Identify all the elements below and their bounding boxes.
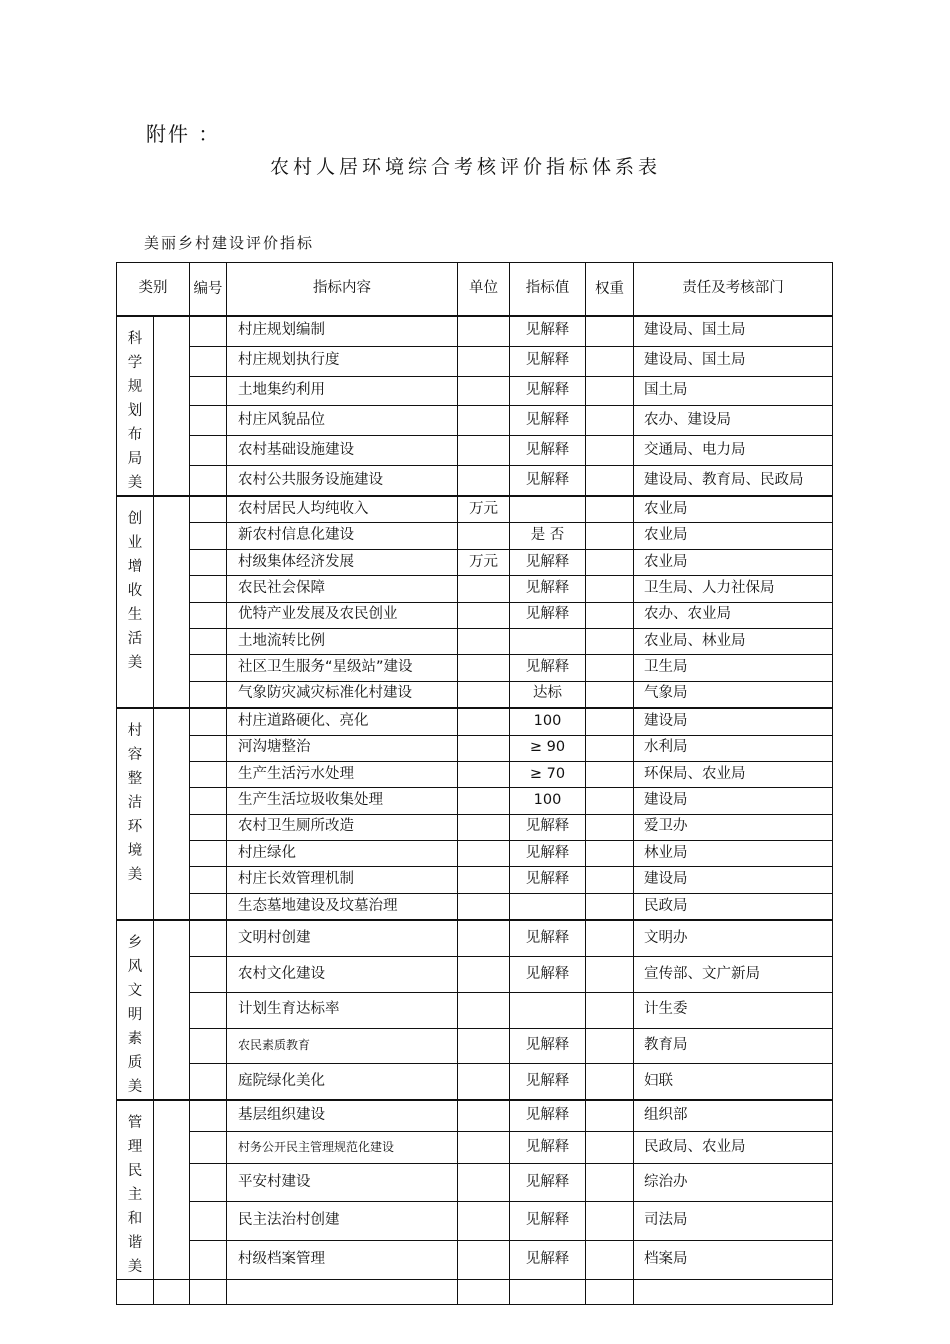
weight-cell xyxy=(586,436,634,466)
indicator-content-cell: 民主法治村创建 xyxy=(227,1202,458,1241)
value-cell: 见解释 xyxy=(510,957,586,993)
number-cell xyxy=(190,708,227,735)
table-row xyxy=(117,814,833,840)
value-cell: 100 xyxy=(510,708,586,735)
category-cell: 科 学 规 划 布 局 美 xyxy=(117,316,154,496)
weight-cell xyxy=(586,466,634,496)
dept-cell: 国土局 xyxy=(634,376,833,406)
indicator-content-cell: 河沟塘整治 xyxy=(227,735,458,761)
dept-cell: 气象局 xyxy=(634,681,833,708)
dept-cell: 建设局、教育局、民政局 xyxy=(634,466,833,496)
value-cell xyxy=(510,496,586,523)
indicator-content-cell: 优特产业发展及农民创业 xyxy=(227,602,458,628)
table-row xyxy=(117,1064,833,1100)
indicator-content-cell: 村庄规划编制 xyxy=(227,316,458,346)
col-header-number-text: 编号 xyxy=(193,280,223,297)
value-cell: 见解释 xyxy=(510,1064,586,1100)
table-row xyxy=(117,708,833,735)
unit-cell xyxy=(458,436,510,466)
dept-cell: 交通局、电力局 xyxy=(634,436,833,466)
empty-cell xyxy=(154,1280,190,1305)
value-cell: 见解释 xyxy=(510,1100,586,1132)
unit-cell xyxy=(458,1241,510,1280)
unit-cell xyxy=(458,735,510,761)
table-row xyxy=(117,436,833,466)
attachment-label: 附件 ： xyxy=(146,122,221,146)
value-cell: 见解释 xyxy=(510,814,586,840)
weight-cell xyxy=(586,1163,634,1202)
indicator-content-cell: 文明村创建 xyxy=(227,920,458,956)
dept-cell: 农业局、林业局 xyxy=(634,628,833,654)
empty-cell xyxy=(510,1280,586,1305)
weight-cell xyxy=(586,1132,634,1163)
table-row xyxy=(117,957,833,993)
weight-cell xyxy=(586,788,634,814)
indicator-content-cell: 生产生活垃圾收集处理 xyxy=(227,788,458,814)
value-cell: 见解释 xyxy=(510,1163,586,1202)
weight-cell xyxy=(586,1241,634,1280)
unit-cell xyxy=(458,376,510,406)
number-cell xyxy=(190,1028,227,1064)
dept-cell: 宣传部、文广新局 xyxy=(634,957,833,993)
number-cell xyxy=(190,466,227,496)
table-row xyxy=(117,841,833,867)
dept-cell: 文明办 xyxy=(634,920,833,956)
indicator-content-cell: 新农村信息化建设 xyxy=(227,523,458,549)
unit-cell xyxy=(458,867,510,893)
value-cell: 见解释 xyxy=(510,576,586,602)
unit-cell xyxy=(458,1064,510,1100)
weight-cell xyxy=(586,814,634,840)
value-cell: 见解释 xyxy=(510,346,586,376)
dept-cell: 档案局 xyxy=(634,1241,833,1280)
number-cell xyxy=(190,841,227,867)
indicator-content-cell: 村务公开民主管理规范化建设 xyxy=(227,1132,458,1163)
dept-cell: 建设局、国土局 xyxy=(634,316,833,346)
number-cell xyxy=(190,992,227,1028)
value-cell: 见解释 xyxy=(510,1028,586,1064)
dept-cell: 教育局 xyxy=(634,1028,833,1064)
unit-cell xyxy=(458,406,510,436)
value-cell: 见解释 xyxy=(510,466,586,496)
number-cell xyxy=(190,867,227,893)
dept-cell: 农办、农业局 xyxy=(634,602,833,628)
unit-cell xyxy=(458,628,510,654)
table-row xyxy=(117,496,833,523)
value-cell: 见解释 xyxy=(510,920,586,956)
indicator-content-cell: 庭院绿化美化 xyxy=(227,1064,458,1100)
value-cell: 见解释 xyxy=(510,1132,586,1163)
unit-cell xyxy=(458,316,510,346)
dept-cell: 农办、建设局 xyxy=(634,406,833,436)
number-cell xyxy=(190,1132,227,1163)
empty-cell xyxy=(227,1280,458,1305)
weight-cell xyxy=(586,316,634,346)
unit-cell: 万元 xyxy=(458,549,510,575)
number-cell xyxy=(190,681,227,708)
number-cell xyxy=(190,1202,227,1241)
subcategory-cell xyxy=(154,316,190,496)
indicator-content-cell: 生产生活污水处理 xyxy=(227,761,458,787)
unit-cell xyxy=(458,788,510,814)
weight-cell xyxy=(586,576,634,602)
indicator-content-cell: 社区卫生服务“星级站”建设 xyxy=(227,655,458,681)
number-cell xyxy=(190,1241,227,1280)
indicator-content-cell: 土地流转比例 xyxy=(227,628,458,654)
weight-cell xyxy=(586,496,634,523)
dept-cell: 林业局 xyxy=(634,841,833,867)
category-cell: 乡 风 文 明 素 质 美 xyxy=(117,920,154,1100)
value-cell: 见解释 xyxy=(510,406,586,436)
col-header-content: 指标内容 xyxy=(227,263,458,317)
value-cell xyxy=(510,992,586,1028)
dept-cell: 司法局 xyxy=(634,1202,833,1241)
col-header-weight-text: 权重 xyxy=(595,280,624,297)
weight-cell xyxy=(586,681,634,708)
weight-cell xyxy=(586,735,634,761)
indicator-content-cell: 气象防灾减灾标准化村建设 xyxy=(227,681,458,708)
empty-cell xyxy=(458,1280,510,1305)
document-title: 农村人居环境综合考核评价指标体系表 xyxy=(270,156,662,178)
weight-cell xyxy=(586,957,634,993)
table-row xyxy=(117,1202,833,1241)
table-row xyxy=(117,1028,833,1064)
unit-cell xyxy=(458,814,510,840)
dept-cell: 建设局、国土局 xyxy=(634,346,833,376)
indicator-content-cell: 农村居民人均纯收入 xyxy=(227,496,458,523)
number-cell xyxy=(190,920,227,956)
weight-cell xyxy=(586,867,634,893)
indicator-content-cell: 农村基础设施建设 xyxy=(227,436,458,466)
indicator-content-cell: 村庄道路硬化、亮化 xyxy=(227,708,458,735)
number-cell xyxy=(190,1100,227,1132)
dept-cell: 建设局 xyxy=(634,867,833,893)
indicator-content-cell: 村庄长效管理机制 xyxy=(227,867,458,893)
table-row xyxy=(117,628,833,654)
number-cell xyxy=(190,602,227,628)
weight-cell xyxy=(586,655,634,681)
number-cell xyxy=(190,316,227,346)
table-row xyxy=(117,602,833,628)
category-cell: 村 容 整 洁 环 境 美 xyxy=(117,708,154,920)
weight-cell xyxy=(586,920,634,956)
empty-row xyxy=(117,1280,833,1305)
weight-cell xyxy=(586,1064,634,1100)
value-cell xyxy=(510,893,586,920)
dept-cell: 妇联 xyxy=(634,1064,833,1100)
dept-cell: 民政局 xyxy=(634,893,833,920)
value-cell: 见解释 xyxy=(510,436,586,466)
weight-cell xyxy=(586,602,634,628)
value-cell: 达标 xyxy=(510,681,586,708)
table-row xyxy=(117,376,833,406)
indicator-content-cell: 村级档案管理 xyxy=(227,1241,458,1280)
unit-cell xyxy=(458,466,510,496)
number-cell xyxy=(190,576,227,602)
table-row xyxy=(117,681,833,708)
value-cell: 见解释 xyxy=(510,867,586,893)
unit-cell xyxy=(458,1132,510,1163)
subcategory-cell xyxy=(154,1100,190,1280)
table-row xyxy=(117,466,833,496)
value-cell: 见解释 xyxy=(510,1241,586,1280)
table-row xyxy=(117,920,833,956)
weight-cell xyxy=(586,523,634,549)
table-row xyxy=(117,1132,833,1163)
value-cell: 见解释 xyxy=(510,841,586,867)
number-cell xyxy=(190,788,227,814)
unit-cell xyxy=(458,1028,510,1064)
indicator-content-cell: 村庄风貌品位 xyxy=(227,406,458,436)
number-cell xyxy=(190,523,227,549)
weight-cell xyxy=(586,761,634,787)
weight-cell xyxy=(586,406,634,436)
indicator-content-cell: 生态墓地建设及坟墓治理 xyxy=(227,893,458,920)
unit-cell xyxy=(458,920,510,956)
dept-cell: 卫生局 xyxy=(634,655,833,681)
indicator-table xyxy=(116,262,833,1305)
table-row xyxy=(117,867,833,893)
number-cell xyxy=(190,406,227,436)
indicator-content-cell: 农民社会保障 xyxy=(227,576,458,602)
value-cell: ≥ 90 xyxy=(510,735,586,761)
subcategory-cell xyxy=(154,708,190,920)
weight-cell xyxy=(586,1028,634,1064)
table-row xyxy=(117,549,833,575)
indicator-content-cell: 村庄规划执行度 xyxy=(227,346,458,376)
weight-cell xyxy=(586,346,634,376)
table-subtitle: 美丽乡村建设评价指标 xyxy=(144,234,315,252)
weight-cell xyxy=(586,549,634,575)
table-row xyxy=(117,1241,833,1280)
unit-cell xyxy=(458,841,510,867)
dept-cell: 爱卫办 xyxy=(634,814,833,840)
table-header-row xyxy=(117,263,833,317)
indicator-content-cell: 土地集约利用 xyxy=(227,376,458,406)
indicator-content-cell: 农村卫生厕所改造 xyxy=(227,814,458,840)
unit-cell xyxy=(458,602,510,628)
table-row xyxy=(117,1163,833,1202)
table-row xyxy=(117,655,833,681)
number-cell xyxy=(190,549,227,575)
col-header-category: 类别 xyxy=(117,263,190,317)
table-row xyxy=(117,406,833,436)
weight-cell xyxy=(586,841,634,867)
value-cell: 见解释 xyxy=(510,376,586,406)
table-row xyxy=(117,893,833,920)
indicator-content-cell: 村级集体经济发展 xyxy=(227,549,458,575)
number-cell xyxy=(190,814,227,840)
table-row xyxy=(117,523,833,549)
dept-cell: 卫生局、人力社保局 xyxy=(634,576,833,602)
indicator-content-cell: 计划生育达标率 xyxy=(227,992,458,1028)
unit-cell xyxy=(458,346,510,376)
unit-cell: 万元 xyxy=(458,496,510,523)
category-cell: 管 理 民 主 和 谐 美 xyxy=(117,1100,154,1280)
value-cell: ≥ 70 xyxy=(510,761,586,787)
empty-cell xyxy=(586,1280,634,1305)
table-row xyxy=(117,788,833,814)
table-row xyxy=(117,735,833,761)
number-cell xyxy=(190,761,227,787)
unit-cell xyxy=(458,992,510,1028)
value-cell: 是 否 xyxy=(510,523,586,549)
subcategory-cell xyxy=(154,496,190,708)
number-cell xyxy=(190,655,227,681)
indicator-content-cell: 农民素质教育 xyxy=(227,1028,458,1064)
dept-cell: 综治办 xyxy=(634,1163,833,1202)
col-header-number xyxy=(190,263,227,317)
dept-cell: 组织部 xyxy=(634,1100,833,1132)
indicator-content-cell: 农村公共服务设施建设 xyxy=(227,466,458,496)
number-cell xyxy=(190,893,227,920)
value-cell xyxy=(510,628,586,654)
dept-cell: 建设局 xyxy=(634,788,833,814)
weight-cell xyxy=(586,1202,634,1241)
weight-cell xyxy=(586,992,634,1028)
table-row xyxy=(117,1100,833,1132)
dept-cell: 计生委 xyxy=(634,992,833,1028)
dept-cell: 水利局 xyxy=(634,735,833,761)
unit-cell xyxy=(458,761,510,787)
number-cell xyxy=(190,376,227,406)
col-header-weight xyxy=(586,263,634,317)
col-header-value: 指标值 xyxy=(510,263,586,317)
category-cell: 创 业 增 收 生 活 美 xyxy=(117,496,154,708)
empty-cell xyxy=(190,1280,227,1305)
number-cell xyxy=(190,1163,227,1202)
value-cell: 见解释 xyxy=(510,1202,586,1241)
col-header-unit: 单位 xyxy=(458,263,510,317)
number-cell xyxy=(190,1064,227,1100)
unit-cell xyxy=(458,957,510,993)
dept-cell: 建设局 xyxy=(634,708,833,735)
dept-cell: 农业局 xyxy=(634,549,833,575)
number-cell xyxy=(190,436,227,466)
number-cell xyxy=(190,346,227,376)
value-cell: 100 xyxy=(510,788,586,814)
value-cell: 见解释 xyxy=(510,602,586,628)
table-row xyxy=(117,346,833,376)
dept-cell: 农业局 xyxy=(634,496,833,523)
unit-cell xyxy=(458,1202,510,1241)
unit-cell xyxy=(458,893,510,920)
number-cell xyxy=(190,957,227,993)
dept-cell: 农业局 xyxy=(634,523,833,549)
table-row xyxy=(117,761,833,787)
unit-cell xyxy=(458,523,510,549)
dept-cell: 环保局、农业局 xyxy=(634,761,833,787)
table-row xyxy=(117,992,833,1028)
number-cell xyxy=(190,735,227,761)
value-cell: 见解释 xyxy=(510,549,586,575)
number-cell xyxy=(190,496,227,523)
unit-cell xyxy=(458,576,510,602)
empty-cell xyxy=(634,1280,833,1305)
weight-cell xyxy=(586,893,634,920)
dept-cell: 民政局、农业局 xyxy=(634,1132,833,1163)
unit-cell xyxy=(458,655,510,681)
weight-cell xyxy=(586,376,634,406)
number-cell xyxy=(190,628,227,654)
unit-cell xyxy=(458,1163,510,1202)
weight-cell xyxy=(586,708,634,735)
indicator-content-cell: 农村文化建设 xyxy=(227,957,458,993)
value-cell: 见解释 xyxy=(510,655,586,681)
indicator-content-cell: 基层组织建设 xyxy=(227,1100,458,1132)
weight-cell xyxy=(586,628,634,654)
table-row xyxy=(117,316,833,346)
table-row xyxy=(117,576,833,602)
indicator-content-cell: 村庄绿化 xyxy=(227,841,458,867)
value-cell: 见解释 xyxy=(510,316,586,346)
weight-cell xyxy=(586,1100,634,1132)
unit-cell xyxy=(458,708,510,735)
col-header-dept: 责任及考核部门 xyxy=(634,263,833,317)
subcategory-cell xyxy=(154,920,190,1100)
unit-cell xyxy=(458,1100,510,1132)
indicator-content-cell: 平安村建设 xyxy=(227,1163,458,1202)
unit-cell xyxy=(458,681,510,708)
empty-cell xyxy=(117,1280,154,1305)
